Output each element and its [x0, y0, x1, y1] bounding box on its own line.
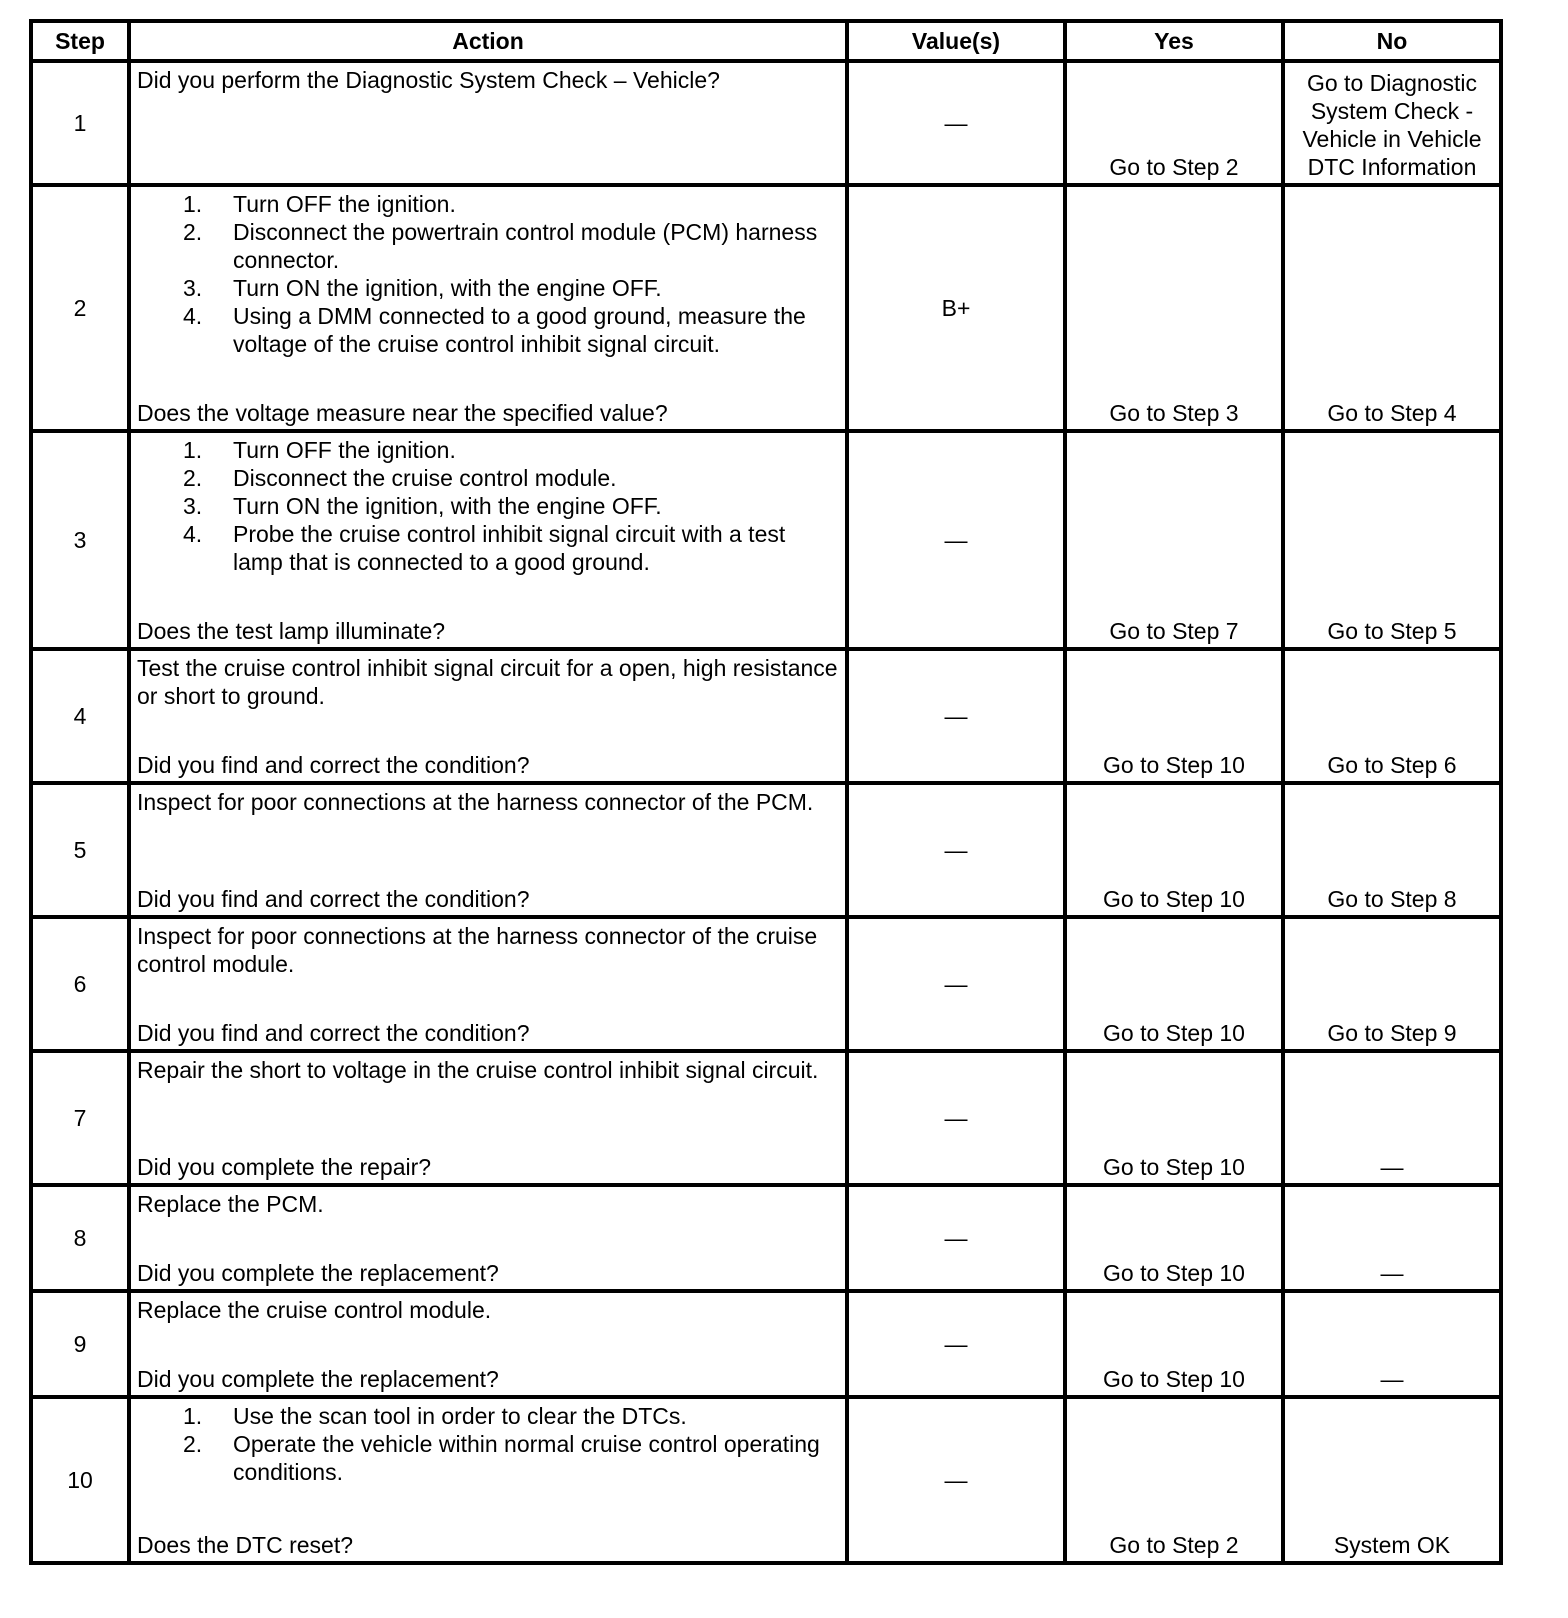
yes-cell: Go to Step 10	[1065, 649, 1283, 783]
table-row	[31, 431, 1501, 649]
action-instruction: Did you perform the Diagnostic System Check – Vehicle?	[137, 67, 720, 93]
action-question: Did you find and correct the condition?	[137, 752, 530, 778]
value-cell: —	[847, 917, 1065, 1051]
header-no: No	[1283, 21, 1501, 61]
action-question: Did you find and correct the condition?	[137, 1020, 530, 1046]
yes-cell: Go to Step 7	[1065, 431, 1283, 649]
action-step-item: Using a DMM connected to a good ground, measure the voltage of the cruise control inhibit signal circuit.	[233, 303, 806, 357]
yes-cell: Go to Step 2	[1065, 1397, 1283, 1563]
yes-cell: Go to Step 10	[1065, 1291, 1283, 1397]
table-row	[31, 1051, 1501, 1185]
action-step-item: Probe the cruise control inhibit signal circuit with a test lamp that is connected to a good ground.	[233, 521, 786, 575]
action-question: Did you complete the replacement?	[137, 1260, 499, 1286]
value-cell: —	[847, 1185, 1065, 1291]
action-cell	[129, 1051, 847, 1185]
action-step-item: Turn OFF the ignition.	[233, 191, 456, 217]
action-step-item: Turn ON the ignition, with the engine OFF.	[233, 493, 662, 519]
action-instruction: Inspect for poor connections at the harness connector of the cruise control module.	[137, 923, 818, 977]
header-action: Action	[129, 21, 847, 61]
no-cell: —	[1283, 1185, 1501, 1291]
table-row	[31, 1185, 1501, 1291]
action-cell	[129, 1291, 847, 1397]
table-body	[31, 61, 1501, 1563]
step-number: 3	[31, 431, 129, 649]
step-number: 6	[31, 917, 129, 1051]
no-cell: Go to Step 6	[1283, 649, 1501, 783]
table-row	[31, 1397, 1501, 1563]
action-cell	[129, 185, 847, 431]
value-cell: —	[847, 1291, 1065, 1397]
table-row	[31, 185, 1501, 431]
action-instruction: Repair the short to voltage in the cruise control inhibit signal circuit.	[137, 1057, 819, 1083]
action-cell	[129, 1397, 847, 1563]
table-row	[31, 917, 1501, 1051]
action-question: Did you find and correct the condition?	[137, 886, 530, 912]
action-cell	[129, 61, 847, 185]
value-cell: —	[847, 1051, 1065, 1185]
action-step-item: Operate the vehicle within normal cruise control operating conditions.	[233, 1431, 820, 1485]
action-step-item: Disconnect the powertrain control module (PCM) harness connector.	[233, 219, 818, 273]
action-instruction: Replace the PCM.	[137, 1191, 324, 1217]
step-number: 4	[31, 649, 129, 783]
step-number: 2	[31, 185, 129, 431]
value-cell: —	[847, 61, 1065, 185]
action-step-item: Turn ON the ignition, with the engine OFF.	[233, 275, 662, 301]
value-cell: —	[847, 1397, 1065, 1563]
yes-cell: Go to Step 10	[1065, 1185, 1283, 1291]
header-step: Step	[31, 21, 129, 61]
yes-cell: Go to Step 10	[1065, 1051, 1283, 1185]
action-question: Did you complete the replacement?	[137, 1366, 499, 1392]
action-steps-list	[137, 190, 839, 358]
action-cell	[129, 649, 847, 783]
yes-cell: Go to Step 10	[1065, 917, 1283, 1051]
action-instruction: Inspect for poor connections at the harness connector of the PCM.	[137, 789, 814, 815]
value-cell: —	[847, 783, 1065, 917]
action-question: Did you complete the repair?	[137, 1154, 432, 1180]
action-step-item: Use the scan tool in order to clear the DTCs.	[233, 1403, 687, 1429]
diagnostic-table	[29, 19, 1503, 1565]
header-row	[31, 21, 1501, 61]
action-cell	[129, 917, 847, 1051]
step-number: 1	[31, 61, 129, 185]
no-cell: Go to Step 4	[1283, 185, 1501, 431]
no-cell: —	[1283, 1051, 1501, 1185]
yes-cell: Go to Step 10	[1065, 783, 1283, 917]
action-steps-list	[137, 1402, 839, 1486]
action-instruction: Test the cruise control inhibit signal circuit for a open, high resistance or short to ground.	[137, 655, 838, 709]
table-row	[31, 61, 1501, 185]
header-values: Value(s)	[847, 21, 1065, 61]
step-number: 9	[31, 1291, 129, 1397]
action-cell	[129, 431, 847, 649]
no-cell: Go to Step 8	[1283, 783, 1501, 917]
table-row	[31, 649, 1501, 783]
no-cell: —	[1283, 1291, 1501, 1397]
action-instruction: Replace the cruise control module.	[137, 1297, 492, 1323]
yes-cell: Go to Step 2	[1065, 61, 1283, 185]
no-cell: Go to Step 5	[1283, 431, 1501, 649]
step-number: 5	[31, 783, 129, 917]
action-cell	[129, 783, 847, 917]
step-number: 8	[31, 1185, 129, 1291]
action-step-item: Turn OFF the ignition.	[233, 437, 456, 463]
action-cell	[129, 1185, 847, 1291]
action-step-item: Disconnect the cruise control module.	[233, 465, 617, 491]
no-cell: Go to Step 9	[1283, 917, 1501, 1051]
action-question: Does the DTC reset?	[137, 1532, 354, 1558]
yes-cell: Go to Step 3	[1065, 185, 1283, 431]
no-cell: System OK	[1283, 1397, 1501, 1563]
action-question: Does the voltage measure near the specified value?	[137, 400, 668, 426]
header-yes: Yes	[1065, 21, 1283, 61]
step-number: 10	[31, 1397, 129, 1563]
no-cell: Go to Diagnostic System Check - Vehicle in Vehicle DTC Information	[1283, 61, 1501, 185]
table-row	[31, 783, 1501, 917]
value-cell: B+	[847, 185, 1065, 431]
action-question: Does the test lamp illuminate?	[137, 618, 446, 644]
table-row	[31, 1291, 1501, 1397]
value-cell: —	[847, 431, 1065, 649]
action-steps-list	[137, 436, 839, 576]
step-number: 7	[31, 1051, 129, 1185]
value-cell: —	[847, 649, 1065, 783]
